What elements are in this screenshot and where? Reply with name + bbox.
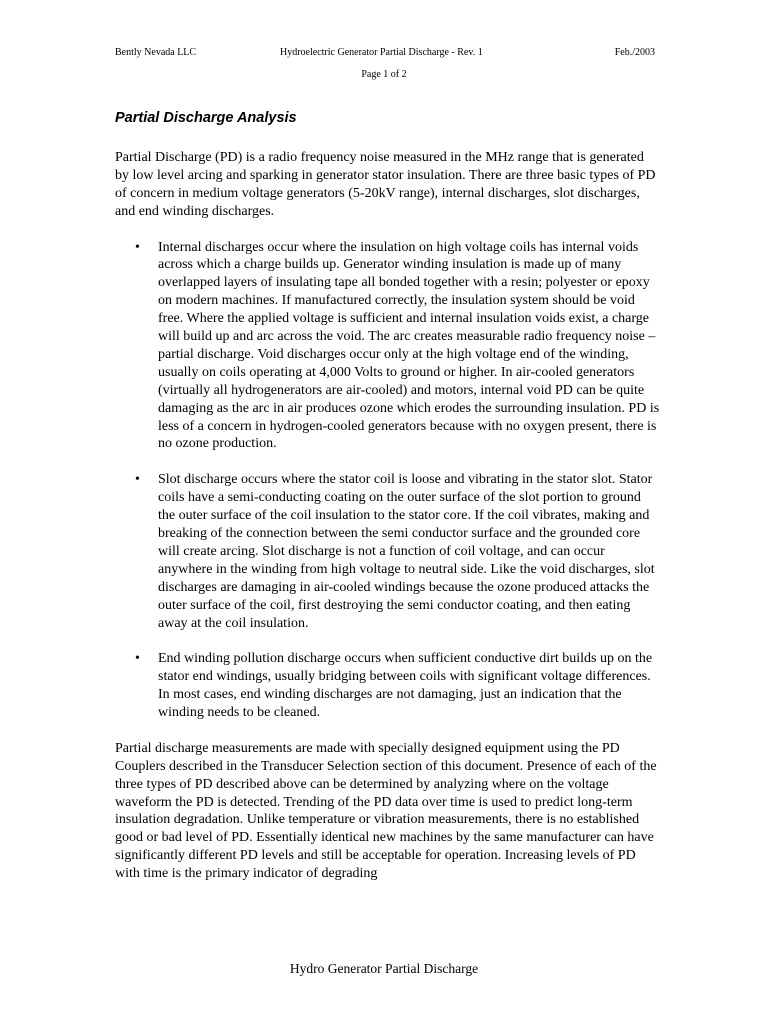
bullet-text-slot-discharge: Slot discharge occurs where the stator coil is loose and vibrating in the stator slot. Stator coils have a semi-conducting coating on the outer surface of the slot portion to ground the outer surface of the coil insulation to the stator core. If the coil vibrates, making and breaking of the connection between the semi conductor surface and the grounded core will create arcing. Slot discharge is not a function of coil voltage, and can occur anywhere in the winding from high voltage to neutral side. Like the void discharges, slot discharges are damaging in air-cooled windings because the ozone produced attacks the outer surface of the coil, first destroying the semi conductor coating, and then eating away at the coil insulation.: [158, 472, 655, 631]
bullet-text-internal-discharges: Internal discharges occur where the insulation on high voltage coils has internal voids across which a charge builds up. Generator winding insulation is made up of many overlapped layers of insulating tape all bonded together with a resin; polyester or epoxy on modern machines. If manufactured correctly, the insulation system should be void free. Where the applied voltage is sufficient and internal insulation voids exist, a charge will build up and arc across the void. The arc creates measurable radio frequency noise – partial discharge. Void discharges occur only at the high voltage end of the winding, usually on coils operating at 4,000 Volts to ground or higher. In air-cooled generators (virtually all hydrogenerators are air-cooled) and motors, internal void PD can be quite damaging as the arc in air produces ozone which erodes the surrounding insulation. PD is less of a concern in hydrogen-cooled generators because with no oxygen present, there is no ozone production.: [158, 239, 660, 452]
header-date: Feb./2003: [614, 47, 655, 58]
closing-paragraph: Partial discharge measurements are made with specially designed equipment using the PD Couplers described in the Transducer Selection section of this document. Presence of each of the three types of PD described above can be determined by analyzing where on the voltage waveform the PD is detected. Trending of the PD data over time is used to predict long-term insulation degradation. Unlike temperature or vibration measurements, there is no established good or bad level of PD. Essentially identical new machines by the same manufacturer can have significantly different PD levels and still be acceptable for operation. Increasing levels of PD with time is the primary indicator of degrading: [115, 740, 657, 882]
page-number: Page 1 of 2: [361, 69, 407, 80]
bullet-icon: •: [135, 651, 140, 667]
section-title: Partial Discharge Analysis: [115, 110, 297, 126]
page-header: [115, 45, 655, 61]
bullet-text-end-winding: End winding pollution discharge occurs when sufficient conductive dirt builds up on the stator end windings, usually bridging between coils with significant voltage differences. In most cases, end winding discharges are not damaging, just an indication that the winding needs to be cleaned.: [158, 651, 653, 721]
bullet-icon: •: [135, 472, 140, 488]
header-doc-title: Hydroelectric Generator Partial Discharge - Rev. 1: [280, 47, 483, 58]
page-footer: Hydro Generator Partial Discharge: [289, 961, 479, 976]
document-body: [115, 149, 660, 883]
list-item: [115, 471, 660, 632]
intro-paragraph: Partial Discharge (PD) is a radio frequency noise measured in the MHz range that is generated by low level arcing and sparking in generator stator insulation. There are three basic types of PD of concern in medium voltage generators (5-20kV range), internal discharges, slot discharges, and end winding discharges.: [115, 150, 656, 219]
list-item: [115, 239, 660, 454]
bullet-icon: •: [135, 239, 140, 255]
list-item: [115, 650, 660, 722]
bullet-list: [115, 239, 660, 722]
header-company: Bently Nevada LLC: [115, 47, 197, 58]
